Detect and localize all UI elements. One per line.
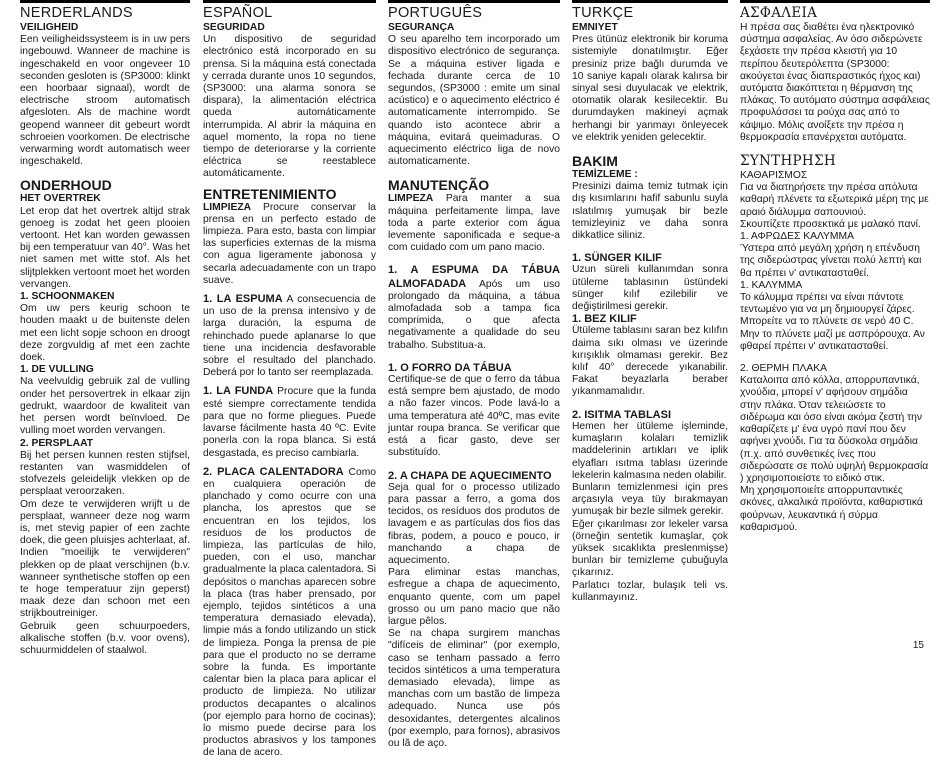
section-text: Presinizi daima temiz tutmak için dış kısımlarını hafif sabunlu suyla ıslatılmış yumuşak bir bezle temizleyiniz ve daha sonra dikkatlice siliniz.: [572, 181, 728, 242]
section-text: Ύστερα από μεγάλη χρήση η επένδυση της σιδερώστρας γίνεται πολύ λεπτή και θα πρέπει ν' αντικατασταθεί.: [740, 243, 922, 279]
section-title: 1. DE VULLING: [20, 364, 94, 376]
section-text: Bij het persen kunnen resten stijfsel, restanten van wasmiddelen of stofvezels geleidelijk vlekken op de persplaat veroorzaken.: [20, 449, 190, 498]
section-text: Se na chapa surgirem manchas "difíceis de eliminar" (por exemplo, caso se tenham passado a ferro tecidos sintéticos a uma temperatura demasiado elevada), limpe as manchas com um bastão de limpeza adequado. Nunca use pós desoxidantes, detergentes alcalinos (por exemplo, para fornos), abrasivos ou lã de aço.: [388, 628, 560, 749]
header-rule: [572, 0, 728, 3]
section-body: A consecuencia de un uso de la prensa intensivo y de larga duración, la espuma de rehinchado puede aplanarse lo que tiene una incidencia desfavorable sobre el resultado del planchado. Deberá por lo tanto ser reemplazada.: [203, 294, 376, 379]
language-heading: TURKÇE: [572, 5, 634, 21]
section-subtitle: TEMİZLEME :: [572, 169, 638, 181]
section-title: 1. LA ESPUMA: [203, 293, 283, 306]
section-title: VEILIGHEID: [20, 22, 79, 33]
section-title: ΣΥΝΤΗΡΗΣΗ: [740, 153, 836, 170]
column-spanish: [203, 6, 376, 760]
section-text: [388, 193, 560, 254]
section-lead: LIMPIEZA: [203, 201, 252, 213]
section-text: Μη χρησιμοποιείτε απορρυπαντικές σκόνες, αλκαλικά προϊόντα, καθαριστικά φούρνων, λευκαντικά ή σύρμα καθαρισμού.: [740, 485, 923, 533]
section-body: Procure conservar la prensa en un perfecto estado de limpieza. Para esto, basta con limpiar las superficies externas de la misma con agua ligeramente jabonosa y secarla adecuadamente con un trapo suave.: [203, 201, 376, 286]
header-rule: [388, 0, 560, 3]
section-title: 1. SCHOONMAKEN: [20, 291, 115, 303]
section-title: EMNIYET: [572, 22, 618, 33]
section-text: [203, 293, 376, 379]
section-title: BAKIM: [572, 153, 618, 170]
section-text: Hemen her ütüleme işleminde, kumaşların kolaları temizlik maddelerinin artıkları ve iplik elyafları ısıtma tablası üzerinde lekelerin kalmasına neden olabilir.: [572, 420, 728, 481]
section-text: Para eliminar estas manchas, esfregue a chapa de aquecimento, enquanto quente, com um papel grosso ou um pano macio que não largue pêlos.: [388, 567, 560, 627]
section-text: Om deze te verwijderen wrijft u de persplaat, wanneer deze nog warm is, met stevig papier of een zachte doek, die geen pluisjes achterlaat, af.: [20, 498, 191, 547]
section-title: 1. ΚΑΛΥΜΜΑ: [740, 279, 803, 291]
section-text: Σκουπίζετε προσεκτικά με μαλακό πανί.: [740, 218, 921, 230]
section-subtitle: HET OVERTREK: [20, 193, 101, 205]
section-text: Een veiligheidssysteem is in uw pers ingebouwd. Wanneer de machine is ingeschakeld en voor ongeveer 10 seconden gesloten is (SP3000: klinkt een hoorbaar signaal), wordt de electrische stroom automatisch afgesloten. Als de machine wordt geopend wanneer dit gebeurt wordt schroeien voorkomen. De electrische verwarming wordt automatisch weer ingeschakeld.: [20, 34, 190, 168]
section-text: [203, 385, 376, 459]
section-title: 1. SÜNGER KILIF: [572, 252, 662, 265]
section-text: Η πρέσα σας διαθέτει ένα ηλεκτρονικό σύστημα ασφαλείας. Αν όσο σιδερώνετε ξεχάσετε την πρέσα κλειστή για 10 περίπου δευτερόλεπτα (SP3000: ακούγεται ένας διαπεραστικός ήχος και) αυτόματα διακόπτεται η θέρμανση της πλάκας. Το αυτόματο σύστημα ασφάλειας προφυλάσσει τα ρούχα σας από το κάψιμο. Μόλις ανοίξετε την πρέσα η θερμοκρασία επανέρχεται αυτόματα.: [740, 22, 930, 143]
section-text: Seja qual for o processo utilizado para passar a ferro, a goma dos tecidos, os resíduos dos produtos de lavagem e as partículas dos fios das fibras, podem, a pouco e pouco, ir manchando a chapa de aquecimento.: [388, 481, 560, 566]
section-title: 1. A ESPUMA DA TÁBUA ALMOFADADA: [388, 264, 560, 290]
header-rule: [203, 0, 376, 3]
column-portuguese: [388, 6, 560, 750]
section-text: Pres ütünüz elektronik bir koruma sistemiyle donatılmıştır. Eğer presiniz prize bağlı durumda ve 10 saniye kapalı olarak kalırsa bir sinyal sesi duyulacak ve elektrik, otomatik olarak kesilecektir. Bu durumdayken makineyi açmak herhangi bir yanmayı önleyecek ve elektrik yeniden gelecektir.: [572, 34, 728, 143]
section-text: O seu aparelho tem incorporado um dispositivo electrónico de segurança. Se a máquina estiver ligada e fechada durante cerca de 10 segundos, (SP3000 : emite um sinal acústico) e o aquecimento eléctrico é automaticamente interrompido. Se quando isto acontece abrir a máquina, evitará queimaduras. O aquecimento eléctrico liga de novo automaticamente.: [388, 34, 560, 168]
language-heading: ΑΣΦΑΛΕΙΑ: [740, 5, 818, 21]
section-title: ONDERHOUD: [20, 177, 112, 194]
section-text: [388, 264, 560, 351]
section-text: Let erop dat het overtrek altijd strak genoeg is zodat het geen plooien vertoont. Het kan worden gewassen bij een temperatuur van 40°. Was het niet samen met witte stof. Als het slijtplekken vertoont moet het worden vervangen.: [20, 205, 190, 290]
section-title: MANUTENÇÃO: [388, 177, 490, 194]
section-title: 1. O FORRO DA TÁBUA: [388, 361, 512, 374]
section-title: 1. ΑΦΡΩΔΕΣ ΚΑΛΥΜΜΑ: [740, 231, 854, 243]
section-text: Gebruik geen schuurpoeders, alkalische stoffen (b.v. voor ovens), schuurmiddelen of staalwol.: [20, 620, 190, 656]
section-text: Na veelvuldig gebruik zal de vulling onder het persovertrek in elkaar zijn gedrukt, waardoor de kwaliteit van het persen wordt beïnvloed. De vulling moet worden vervangen.: [20, 376, 190, 437]
section-text: Eğer çıkarılması zor lekeler varsa (örneğin sentetik kumaşlar, çok yüksek sıcaklıkta preslenmişse) bunları bir temizleme çubuğuyla çıkarınız.: [572, 518, 728, 579]
section-body: Após um uso prolongado da máquina, a tábua almofadada sob a tampa fica comprimida, o que afecta negativamente a qualidade do seu trabalho. Substitua-a.: [388, 278, 560, 351]
section-title: ENTRETENIMIENTO: [203, 185, 337, 202]
page-number: 15: [912, 640, 924, 651]
section-title: SEGURANÇA: [388, 22, 455, 33]
section-text: Ütüleme tablasını saran bez kılıfın daima sıkı olması ve üzerinde kırışıklık olmaması gerekir. Bez kılıf 40° derecede yıkanabilir. Fakat beyazlarla beraber yıkanmamalıdır.: [572, 325, 728, 398]
section-subtitle: ΚΑΘΑΡΙΣΜΟΣ: [740, 170, 808, 182]
section-title: 1. LA FUNDA: [203, 385, 274, 398]
section-text: Un dispositivo de seguridad electrónico está incorporado en su prensa. Si la máquina está conectada y cerrada durante unos 10 segundos, (SP3000: una alarma sonora se dispara), la alimentación eléctrica queda automáticamente interrumpida. Al abrir la máquina en aquel momento, la ropa no tiene tiempo de deteriorarse y la corriente eléctrica se reestablece automáticamente.: [203, 34, 376, 180]
section-body: Procure que la funda esté siempre correctamente tendida para que no forme pliegues. Puede lavarse fácilmente hasta 40 ºC. Evite ponerla con la ropa blanca. Si está desgastada, es preciso cambiarla.: [203, 386, 376, 459]
header-rule: [740, 0, 930, 3]
section-title: SEGURIDAD: [203, 22, 265, 33]
section-text: Bunların temizlenmesi için pres arçasıyla veya tüy bırakmayan yumuşak bir bezle silmek gerekir.: [572, 481, 728, 518]
language-heading: NERDERLANDS: [20, 5, 133, 21]
section-lead: LIMPEZA: [388, 193, 434, 205]
section-text: Καταλοιπα από κόλλα, απορρυπαντικά, χνούδια, μπορεί ν' αφήσουν σημάδια στην πλάκα. Όταν τελειώσετε το σιδέρωμα και όσο είναι ακόμα ζεστή την καθαρίζετε μ' ένα υγρό πανί που δεν αφήνει χνούδι. Για τα δύσκολα σημάδια (π.χ. από συνθετικές ίνες που σιδερώσατε σε πολύ υψηλή θερμοκρασία ) χρησιμοποιείστε το ειδικό στικ.: [740, 375, 929, 484]
section-title: 1. BEZ KILIF: [572, 313, 637, 326]
section-text: [203, 202, 376, 287]
section-text: Om uw pers keurig schoon te houden maakt u de buitenste delen met een licht sopje schoon en droogt deze zorgvuldig af met een zachte doek.: [20, 303, 190, 364]
section-title: 2. ΘΕΡΜΗ ΠΛΑΚΑ: [740, 363, 827, 375]
header-rule: [20, 0, 190, 3]
section-text: Indien "moeilijk te verwijderen" plekken op de plaat verschijnen (b.v. wanneer synthetische stoffen op een te hoge temperatuur zijn geperst) maak deze dan schoon met een strijkboutreiniger.: [20, 547, 190, 620]
section-text: Για να διατηρήσετε την πρέσα απόλυτα καθαρή πλένετε τα εξωτερικά μέρη της με αραιό διάλυμμα σαπουνιού.: [740, 182, 929, 218]
section-title: 2. PLACA CALENTADORA: [203, 465, 344, 478]
language-heading: PORTUGUÊS: [388, 5, 483, 21]
section-text: Parlatıcı tozlar, bulaşık teli vs. kullanmayınız.: [572, 579, 728, 603]
section-text: Uzun süreli kullanımdan sonra ütüleme tablasının üstündeki sünger kılıf ezilebilir ve değiştirilmesi gerekir.: [572, 264, 728, 313]
language-heading: ESPAÑOL: [203, 5, 273, 21]
section-text: Certifique-se de que o ferro da tábua está sempre bem ajustado, de modo a não fazer vincos. Pode lavá-lo a uma temperatura até 40ºC, mas evite juntar roupa branca. Se verificar que está a ficar gasto, deve ser substituído.: [388, 374, 560, 459]
column-turkish: [572, 6, 728, 604]
section-title: 2. A CHAPA DE AQUECIMENTO: [388, 469, 552, 482]
section-text: Το κάλυμμα πρέπει να είναι πάντοτε τεντωμένο για να μη δημιουργεί ζάρες. Μπορείτε να το πλύνετε σε νερό 40 C. Μην το πλύνετε μαζί με ασπρόρουχα. Αν φθαρεί πρέπει ν' αντικατασταθεί.: [740, 292, 925, 352]
section-body: Para manter a sua máquina perfeitamente limpa, lave toda a parte exterior com água levemente saponificada e seque-a com cuidado com um pano macio.: [388, 193, 560, 254]
column-dutch: [20, 6, 190, 657]
section-text: [203, 466, 376, 760]
column-greek: [740, 6, 930, 534]
section-body: Como en cualquiera operación de planchado y como ocurre con una plancha, los aprestos que se encuentran en los tejidos, los residuos de los productos de limpieza, las partículas de hilo, pueden, con el uso, manchar gradualmente la placa calentadora. Si depósitos o manchas aparecen sobre la placa (tras haber prensado, por ejemplo, tejidos sintéticos a una temperatura demasiado elevada), limpie más a fondo utilizando un stick de limpieza. Ponga la prensa de pie para que el producto no se derrame sobre la funda. Es importante calentar bien la placa para aplicar el producto de limpieza. No utilizar productos decapantes o alcalinos (por ejemplo para horno de cocinas); lo mismo puede decirse para los productos abrasivos y los tampones de lana de acero.: [203, 466, 376, 759]
section-title: 2. ISITMA TABLASI: [572, 408, 671, 421]
section-title: 2. PERSPLAAT: [20, 437, 94, 449]
